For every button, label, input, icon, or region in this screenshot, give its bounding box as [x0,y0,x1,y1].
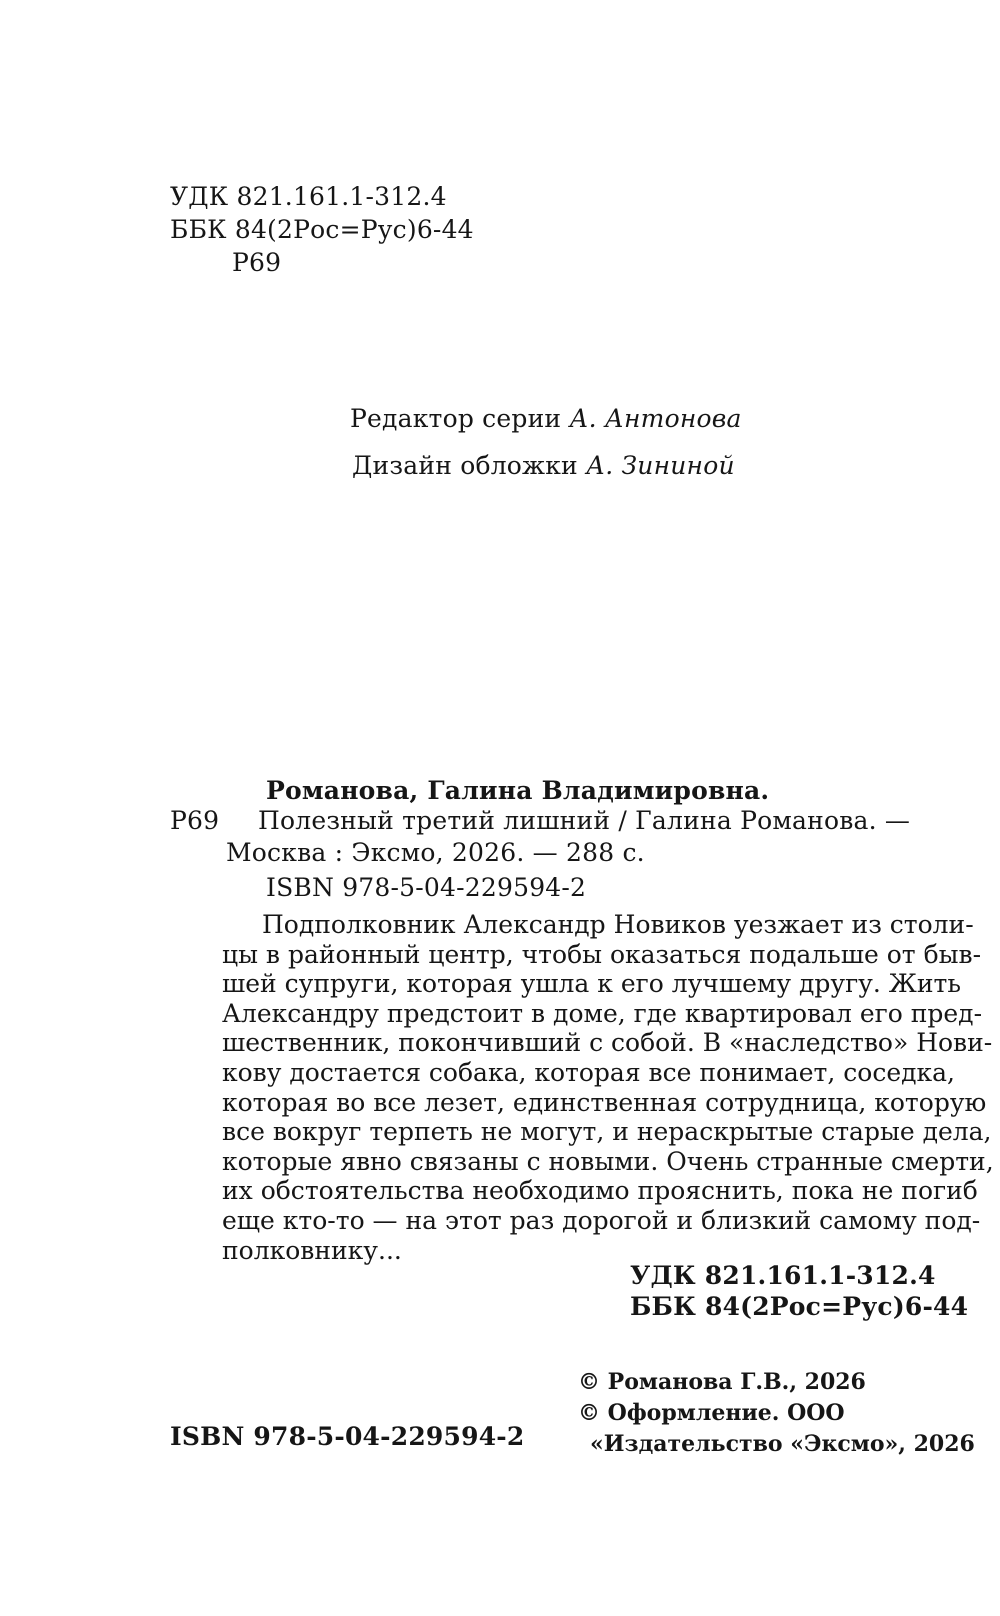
annotation-line: которая во все лезет, единственная сотрудница, которую [222,1087,987,1117]
cover-design-label: Дизайн обложки [352,451,578,480]
catalog-title-line-2: Москва : Эксмо, 2026. — 288 с. [226,838,645,867]
annotation-line: еще кто-то — на этот раз дорогой и близкий самому под- [222,1205,981,1235]
annotation-line: шей супруги, которая ушла к его лучшему другу. Жить [222,969,961,999]
udk-code: УДК 821.161.1-312.4 [170,182,447,211]
copyright-publisher: «Издательство «Эксмо», 2026 [590,1431,975,1457]
cover-design-credit [352,451,735,481]
catalog-author-heading: Романова, Галина Владимировна. [266,776,770,805]
footer-isbn: ISBN 978-5-04-229594-2 [170,1422,525,1451]
cover-design-name: А. Зининой [586,451,735,480]
series-editor-name: А. Антонова [569,404,742,433]
annotation-line: полковнику... [222,1235,402,1265]
catalog-author-mark: Р69 [170,806,220,835]
catalog-bbk-code: ББК 84(2Рос=Рус)6-44 [630,1292,969,1321]
catalog-udk-code: УДК 821.161.1-312.4 [630,1261,936,1290]
annotation-line: кову достается собака, которая все понимает, соседка, [222,1057,955,1087]
annotation-line: все вокруг терпеть не могут, и нераскрытые старые дела, [222,1117,992,1147]
annotation-line: цы в районный центр, чтобы оказаться подальше от быв- [222,939,982,969]
annotation-line: которые явно связаны с новыми. Очень странные смерти, [222,1146,994,1176]
copyright-author: © Романова Г.В., 2026 [578,1369,866,1395]
series-editor-credit [350,404,742,434]
catalog-isbn: ISBN 978-5-04-229594-2 [266,873,587,902]
annotation-paragraph [222,910,994,1265]
copyright-design: © Оформление. ООО [578,1400,845,1426]
catalog-title-line-1: Полезный третий лишний / Галина Романова. — [258,806,911,835]
series-editor-label: Редактор серии [350,404,562,433]
annotation-line: шественник, покончивший с собой. В «наследство» Нови- [222,1028,993,1058]
annotation-line: их обстоятельства необходимо прояснить, пока не погиб [222,1176,978,1206]
annotation-line: Александру предстоит в доме, где квартировал его пред- [222,998,983,1028]
bbk-code: ББК 84(2Рос=Рус)6-44 [170,215,474,244]
annotation-line: Подполковник Александр Новиков уезжает из столи- [262,910,974,939]
author-mark: Р69 [232,248,282,277]
